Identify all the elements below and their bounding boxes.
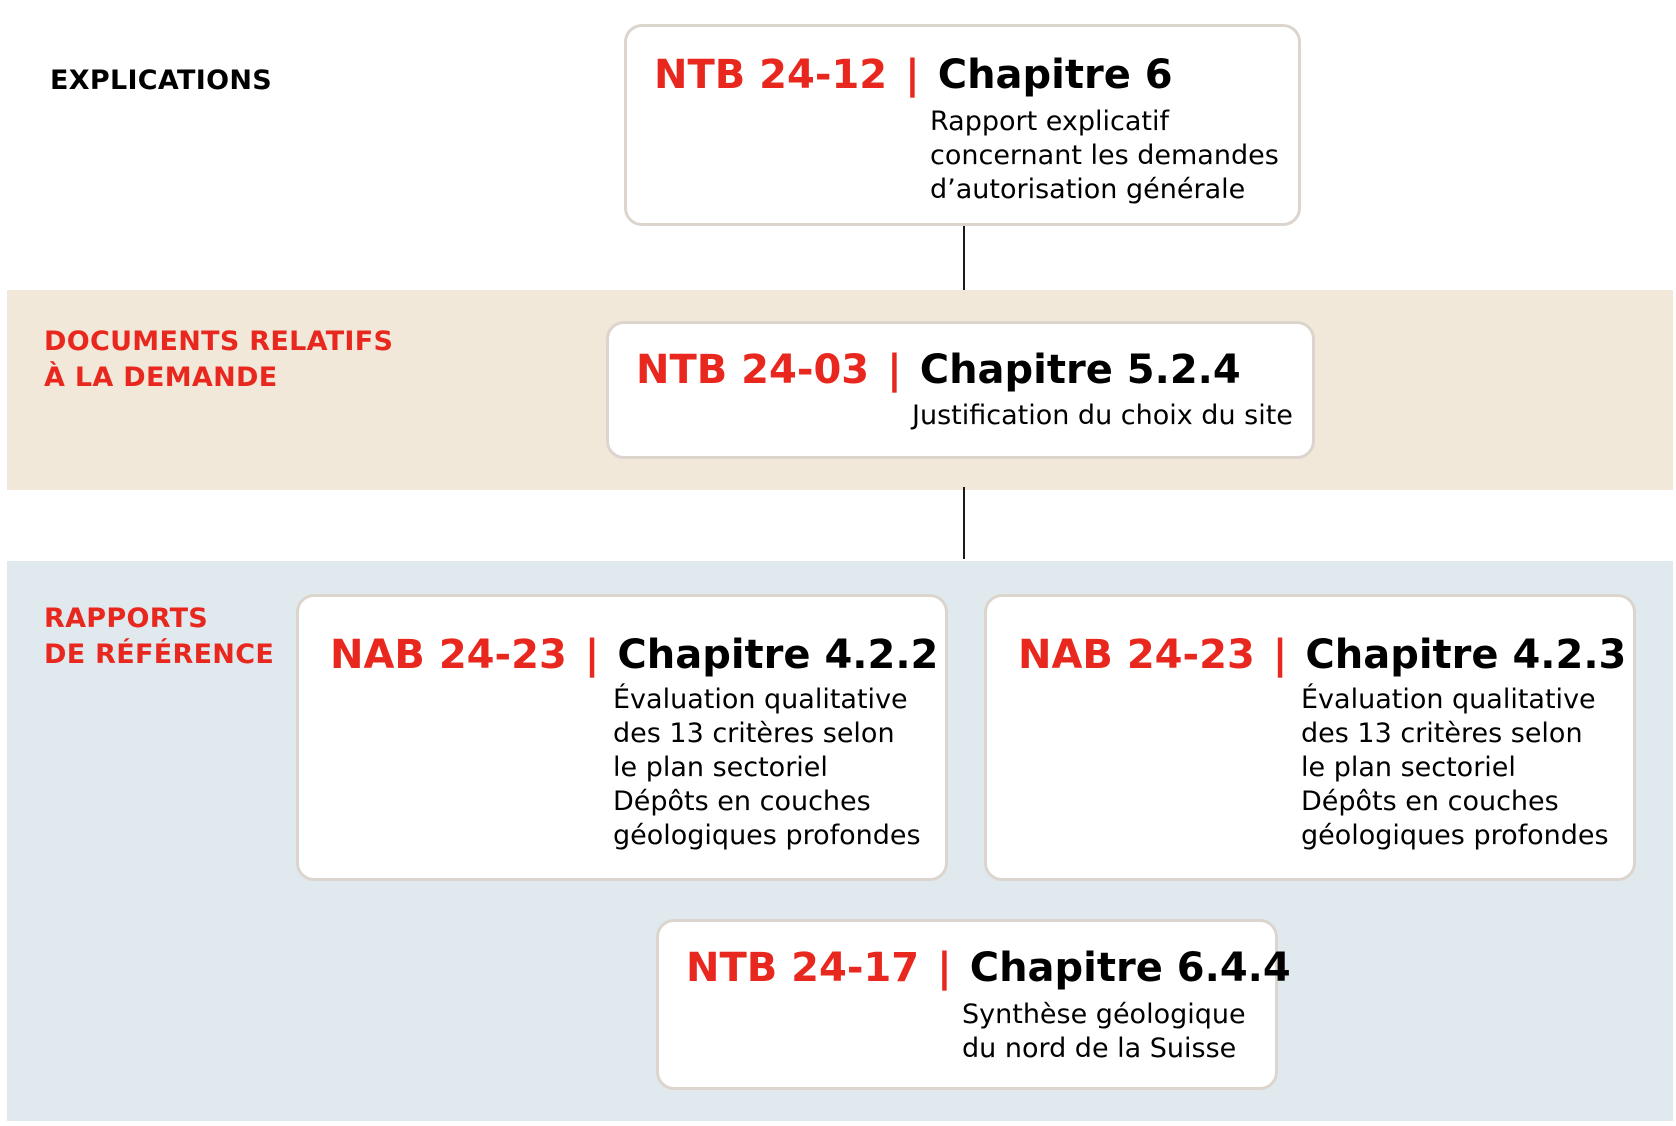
section-label-documents-demande: DOCUMENTS RELATIFS À LA DEMANDE	[44, 326, 394, 393]
document-code: NTB 24-03	[636, 347, 870, 393]
section-label-explications: EXPLICATIONS	[50, 65, 272, 96]
card-heading	[330, 631, 938, 679]
document-card-ntb-24-03	[606, 321, 1315, 459]
card-heading	[654, 51, 1173, 99]
heading-separator: |	[937, 945, 952, 991]
document-code: NAB 24-23	[1018, 632, 1255, 678]
document-code: NTB 24-12	[654, 52, 888, 98]
document-code: NTB 24-17	[686, 945, 920, 991]
document-card-ntb-24-12	[624, 24, 1301, 226]
card-description: Rapport explicatif concernant les demandes d’autorisation générale	[930, 106, 1279, 205]
heading-separator: |	[584, 632, 600, 678]
card-description: Justification du choix du site	[912, 400, 1293, 431]
chapter-label: Chapitre 4.2.2	[617, 632, 939, 678]
heading-separator: |	[1272, 632, 1288, 678]
document-card-nab-24-23-ch423	[984, 594, 1636, 881]
card-description: Synthèse géologique du nord de la Suisse	[962, 999, 1246, 1064]
heading-separator: |	[887, 347, 902, 393]
document-card-ntb-24-17	[656, 919, 1291, 1090]
section-label-rapports-reference: RAPPORTS DE RÉFÉRENCE	[44, 603, 275, 670]
card-description: Évaluation qualitative des 13 critères selon le plan sectoriel Dépôts en couches géologiques profondes	[1301, 684, 1609, 851]
document-card-nab-24-23-ch422	[296, 594, 948, 881]
card-heading	[1018, 631, 1626, 679]
card-heading	[686, 944, 1291, 992]
chapter-label: Chapitre 6.4.4	[969, 945, 1291, 991]
chapter-label: Chapitre 5.2.4	[919, 347, 1241, 393]
card-description: Évaluation qualitative des 13 critères selon le plan sectoriel Dépôts en couches géologiques profondes	[613, 684, 921, 851]
connector-line	[963, 226, 965, 290]
chapter-label: Chapitre 4.2.3	[1305, 632, 1627, 678]
card-heading	[636, 346, 1241, 394]
chapter-label: Chapitre 6	[937, 52, 1173, 98]
connector-line	[963, 487, 965, 559]
heading-separator: |	[905, 52, 920, 98]
document-code: NAB 24-23	[330, 632, 567, 678]
